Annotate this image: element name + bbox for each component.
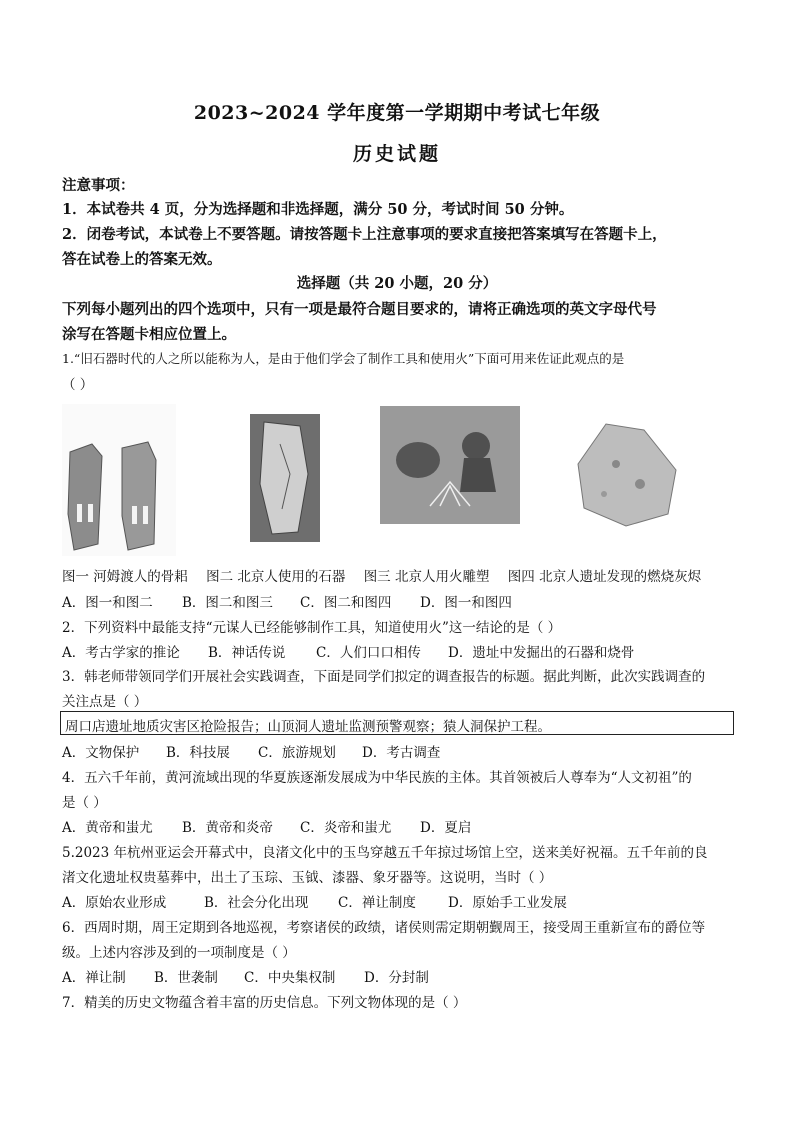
q3-option-a: A．文物保护	[62, 745, 140, 761]
q4-option-a: A．黄帝和蚩尤	[62, 820, 153, 836]
q5-stem-1: 5.2023 年杭州亚运会开幕式中，良渚文化中的玉鸟穿越五千年掠过场馆上空，送来美好祝福。五千年前的良	[62, 845, 708, 861]
q2-option-a: A．考古学家的推论	[62, 645, 180, 661]
q3-stem-1: 3．韩老师带领同学们开展社会实践调查，下面是同学们拟定的调查报告的标题。据此判断，此次实践调查的	[62, 669, 706, 685]
q4-option-c: C．炎帝和蚩尤	[300, 820, 392, 836]
section-instruction-1: 下列每小题列出的四个选项中，只有一项是最符合题目要求的，请将正确选项的英文字母代号	[62, 301, 657, 318]
q5-option-a: A．原始农业形成	[62, 895, 167, 911]
q3-stem-2: 关注点是（ ）	[62, 694, 148, 710]
exam-subtitle: 历史试题	[352, 143, 441, 165]
figure-caption-2: 图二 北京人使用的石器	[206, 569, 346, 585]
q6-stem-1: 6．西周时期，周王定期到各地巡视，考察诸侯的政绩，诸侯则需定期朝觐周王，接受周王重新宣布的爵位等	[62, 920, 706, 936]
figure-2-stone-tool	[250, 414, 320, 542]
q6-option-c: C．中央集权制	[244, 970, 336, 986]
q5-stem-2: 渚文化遗址权贵墓葬中，出土了玉琮、玉钺、漆器、象牙器等。这说明，当时（ ）	[62, 870, 553, 886]
section-heading: 选择题（共 20 小题，20 分）	[296, 275, 498, 292]
figure-4-burnt-ash	[566, 414, 686, 532]
exam-title: 2023~2024 学年度第一学期期中考试七年级	[193, 102, 601, 124]
section-instruction-2: 涂写在答题卡相应位置上。	[62, 326, 236, 343]
q4-stem-2: 是（ ）	[62, 795, 107, 811]
q3-option-b: B．科技展	[166, 745, 230, 761]
q6-option-b: B．世袭制	[154, 970, 218, 986]
q2-stem: 2．下列资料中最能支持“元谋人已经能够制作工具，知道使用火”这一结论的是（ ）	[62, 620, 562, 636]
q1-option-b: B．图二和图三	[182, 595, 273, 611]
q7-stem: 7．精美的历史文物蕴含着丰富的历史信息。下列文物体现的是（ ）	[62, 995, 467, 1011]
q5-option-c: C．禅让制度	[338, 895, 416, 911]
q1-stem-1: 1.“旧石器时代的人之所以能称为人，是由于他们学会了制作工具和使用火”下面可用来佐证此观点的是	[62, 351, 625, 366]
q1-stem-2: （ ）	[62, 377, 94, 393]
figure-3-fire-sculpture	[380, 406, 520, 524]
q6-stem-2: 级。上述内容涉及到的一项制度是（ ）	[62, 945, 296, 961]
q4-option-d: D．夏启	[420, 820, 472, 836]
q4-stem-1: 4．五六千年前，黄河流域出现的华夏族逐渐发展成为中华民族的主体。其首领被后人尊奉为“人文初祖”的	[62, 770, 692, 786]
figure-1-bone-spades	[62, 404, 176, 556]
notice-heading: 注意事项：	[62, 177, 135, 194]
q5-option-d: D．原始手工业发展	[448, 895, 567, 911]
notice-line-2a: 2．闭卷考试，本试卷上不要答题。请按答题卡上注意事项的要求直接把答案填写在答题卡上，	[62, 226, 667, 243]
q2-option-b: B．神话传说	[208, 645, 286, 661]
q1-option-d: D．图一和图四	[420, 595, 512, 611]
q2-option-d: D．遗址中发掘出的石器和烧骨	[448, 645, 635, 661]
figure-captions	[62, 565, 715, 585]
q6-option-a: A．禅让制	[62, 970, 126, 986]
q1-option-c: C．图二和图四	[300, 595, 392, 611]
figure-caption-1: 图一 河姆渡人的骨耜	[62, 569, 188, 585]
q4-option-b: B．黄帝和炎帝	[182, 820, 273, 836]
notice-line-1: 1．本试卷共 4 页，分为选择题和非选择题，满分 50 分，考试时间 50 分钟。	[62, 201, 574, 218]
q3-report-titles: 周口店遗址地质灾害区抢险报告；山顶洞人遗址监测预警观察；猿人洞保护工程。	[65, 719, 551, 735]
q2-option-c: C．人们口口相传	[316, 645, 421, 661]
q5-option-b: B．社会分化出现	[204, 895, 309, 911]
q3-option-d: D．考古调查	[362, 745, 441, 761]
figure-caption-4: 图四 北京人遗址发现的燃烧灰烬	[507, 569, 702, 585]
q6-option-d: D．分封制	[364, 970, 429, 986]
q1-option-a: A．图一和图二	[62, 595, 153, 611]
notice-line-2b: 答在试卷上的答案无效。	[62, 251, 222, 268]
q3-option-c: C．旅游规划	[258, 745, 336, 761]
q3-report-titles-box	[60, 711, 734, 735]
figure-caption-3: 图三 北京人用火雕塑	[363, 569, 490, 585]
